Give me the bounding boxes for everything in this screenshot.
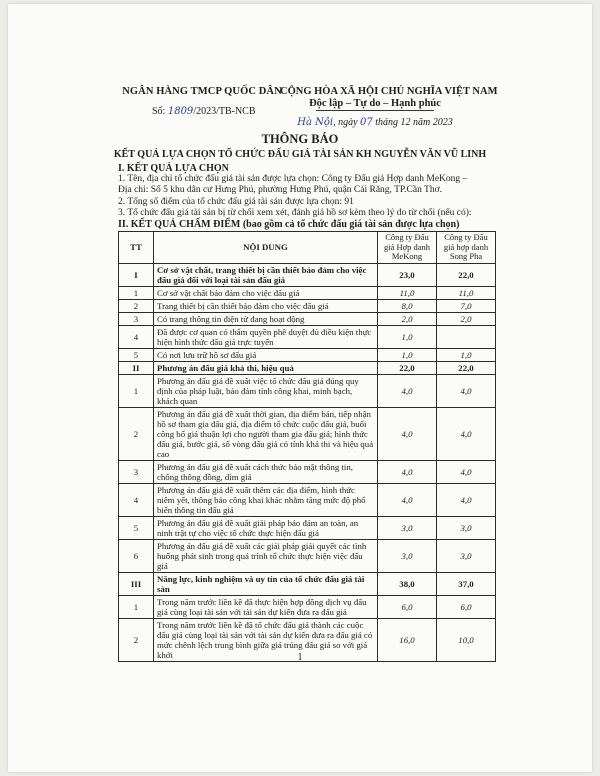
row-score-mekong: 11,0 bbox=[378, 286, 437, 299]
row-tt: III bbox=[119, 572, 154, 595]
section-1-line-4: 3. Tổ chức đấu giá tài sản bị từ chối xem xét, đánh giá hồ sơ kèm theo lý do từ chối (nếu có): bbox=[118, 207, 472, 218]
row-score-mekong: 3,0 bbox=[378, 516, 437, 539]
row-score-mekong: 4,0 bbox=[378, 483, 437, 516]
date-day-handwritten: 07 bbox=[360, 117, 373, 128]
row-score-songpha: 4,0 bbox=[437, 460, 496, 483]
row-content: Cơ sở vật chất bảo đảm cho việc đấu giá bbox=[154, 286, 378, 299]
row-tt: 5 bbox=[119, 516, 154, 539]
scoring-table bbox=[118, 231, 496, 662]
table-section-row bbox=[119, 263, 496, 286]
header-mekong: Công ty Đấu giá Hợp danh MeKong bbox=[378, 232, 437, 264]
row-tt: 6 bbox=[119, 539, 154, 572]
table-row bbox=[119, 286, 496, 299]
nation-title: CỘNG HÒA XÃ HỘI CHỦ NGHĨA VIỆT NAM bbox=[280, 86, 498, 97]
section-1-line-3: 2. Tổng số điểm của tổ chức đấu giá tài sản được lựa chọn: 91 bbox=[118, 196, 354, 207]
row-tt: 1 bbox=[119, 595, 154, 618]
row-tt: 5 bbox=[119, 348, 154, 361]
row-content: Trong năm trước liền kề đã thực hiện hợp đồng dịch vụ đấu giá cùng loại tài sản với tài sản dự kiến đưa ra đấu giá bbox=[154, 595, 378, 618]
row-score-mekong: 6,0 bbox=[378, 595, 437, 618]
row-content: Cơ sở vật chất, trang thiết bị cần thiết bảo đảm cho việc đấu giá đối với loại tài sản đấu giá bbox=[154, 263, 378, 286]
row-score-songpha: 3,0 bbox=[437, 539, 496, 572]
header-songpha: Công ty Đấu giá hợp danh Song Pha bbox=[437, 232, 496, 264]
row-content: Phương án đấu giá đề xuất các giải pháp giải quyết các tình huống phát sinh trong quá trình tổ chức thực hiện việc đấu giá bbox=[154, 539, 378, 572]
header-content: NỘI DUNG bbox=[154, 232, 378, 264]
row-score-songpha: 3,0 bbox=[437, 516, 496, 539]
document-subtitle: KẾT QUẢ LỰA CHỌN TỔ CHỨC ĐẤU GIÁ TÀI SẢN KH NGUYỄN VĂN VŨ LINH bbox=[113, 149, 487, 160]
table-row bbox=[119, 374, 496, 407]
table-row bbox=[119, 325, 496, 348]
section-1-heading: I. KẾT QUẢ LỰA CHỌN bbox=[118, 163, 229, 174]
row-content: Phương án đấu giá đề xuất giải pháp bảo đảm an toàn, an ninh trật tự cho việc tổ chức thực hiện đấu giá bbox=[154, 516, 378, 539]
motto: Độc lập – Tự do – Hạnh phúc bbox=[309, 98, 441, 109]
national-header bbox=[280, 86, 498, 128]
row-tt: II bbox=[119, 361, 154, 374]
row-score-mekong: 22,0 bbox=[378, 361, 437, 374]
row-tt: 4 bbox=[119, 325, 154, 348]
row-content: Trong năm trước liền kề đã tổ chức đấu giá thành các cuộc đấu giá cùng loại tài sản với tài sản dự kiến đưa ra đấu giá có mức chênh lệch trung bình giữa giá trúng đấu giá so với giá khởi bbox=[154, 618, 378, 661]
table-row bbox=[119, 407, 496, 460]
row-content: Phương án đấu giá khả thi, hiệu quả bbox=[154, 361, 378, 374]
row-score-songpha: 2,0 bbox=[437, 312, 496, 325]
row-content: Có nơi lưu trữ hồ sơ đấu giá bbox=[154, 348, 378, 361]
row-content: Năng lực, kinh nghiệm và uy tín của tổ chức đấu giá tài sản bbox=[154, 572, 378, 595]
row-score-songpha: 22,0 bbox=[437, 263, 496, 286]
row-score-mekong: 1,0 bbox=[378, 348, 437, 361]
row-score-songpha: 4,0 bbox=[437, 407, 496, 460]
row-score-mekong: 2,0 bbox=[378, 312, 437, 325]
issue-date bbox=[280, 117, 470, 128]
row-content: Trang thiết bị cần thiết bảo đảm cho việc đấu giá bbox=[154, 299, 378, 312]
table-row bbox=[119, 299, 496, 312]
row-tt: 1 bbox=[119, 286, 154, 299]
row-content: Phương án đấu giá đề xuất thời gian, địa điểm bán, tiếp nhận hồ sơ tham gia đấu giá, địa điểm tổ chức cuộc đấu giá, buổi công bố giá thuận lợi cho người tham gia đấu giá; hình thức đấu giá, bước giá, số vòng đấu giá có tính khả thi và hiệu quả cao bbox=[154, 407, 378, 460]
row-score-mekong: 1,0 bbox=[378, 325, 437, 348]
row-tt: 1 bbox=[119, 374, 154, 407]
header-tt: TT bbox=[119, 232, 154, 264]
row-score-songpha: 4,0 bbox=[437, 483, 496, 516]
row-content: Phương án đấu giá đề xuất thêm các địa điểm, hình thức niêm yết, thông báo công khai khác nhằm tăng mức độ phổ biến thông tin đấu giá bbox=[154, 483, 378, 516]
motto-underline bbox=[316, 110, 434, 111]
section-2-heading: II. KẾT QUẢ CHẤM ĐIỂM (bao gồm cả tổ chức đấu giá tài sản được lựa chọn) bbox=[118, 219, 460, 231]
row-score-songpha: 7,0 bbox=[437, 299, 496, 312]
row-tt: 2 bbox=[119, 299, 154, 312]
row-score-mekong: 23,0 bbox=[378, 263, 437, 286]
row-score-songpha: 1,0 bbox=[437, 348, 496, 361]
row-score-mekong: 4,0 bbox=[378, 407, 437, 460]
row-tt: 2 bbox=[119, 407, 154, 460]
issuer-block bbox=[122, 86, 282, 117]
table-row bbox=[119, 483, 496, 516]
document-title: THÔNG BÁO bbox=[261, 132, 339, 146]
table-section-row bbox=[119, 361, 496, 374]
row-score-songpha: 10,0 bbox=[437, 618, 496, 661]
row-content: Có trang thông tin điện tử đang hoạt động bbox=[154, 312, 378, 325]
row-score-mekong: 38,0 bbox=[378, 572, 437, 595]
row-score-mekong: 3,0 bbox=[378, 539, 437, 572]
document-page bbox=[8, 4, 592, 772]
row-tt: 3 bbox=[119, 460, 154, 483]
row-tt: I bbox=[119, 263, 154, 286]
table-row bbox=[119, 460, 496, 483]
table-header-row bbox=[119, 232, 496, 264]
section-selection-result bbox=[118, 163, 488, 230]
table-row bbox=[119, 312, 496, 325]
document-number bbox=[122, 106, 282, 117]
bank-name: NGÂN HÀNG TMCP QUỐC DÂN bbox=[122, 86, 282, 97]
page-number: 1 bbox=[297, 652, 303, 663]
row-score-songpha: 11,0 bbox=[437, 286, 496, 299]
row-score-mekong: 4,0 bbox=[378, 460, 437, 483]
row-content: Phương án đấu giá đề xuất cách thức bảo mật thông tin, chống thông đồng, dìm giá bbox=[154, 460, 378, 483]
row-score-mekong: 8,0 bbox=[378, 299, 437, 312]
row-score-songpha: 22,0 bbox=[437, 361, 496, 374]
row-score-songpha: 37,0 bbox=[437, 572, 496, 595]
row-score-mekong: 4,0 bbox=[378, 374, 437, 407]
date-place-handwritten: Hà Nội bbox=[297, 117, 334, 128]
table-row bbox=[119, 348, 496, 361]
row-score-mekong: 16,0 bbox=[378, 618, 437, 661]
row-score-songpha bbox=[437, 325, 496, 348]
row-score-songpha: 4,0 bbox=[437, 374, 496, 407]
row-content: Đã được cơ quan có thẩm quyền phê duyệt đủ điều kiện thực hiện hình thức đấu giá trực tuyến bbox=[154, 325, 378, 348]
doc-number-handwritten: 1809 bbox=[167, 106, 194, 117]
date-month-year: tháng 12 năm 2023 bbox=[375, 117, 453, 128]
section-1-line-1: 1. Tên, địa chỉ tổ chức đấu giá tài sản được lựa chọn: Công ty Đấu giá Hợp danh MeKong – bbox=[118, 174, 468, 185]
doc-number-prefix: Số: bbox=[152, 106, 166, 117]
row-score-songpha: 6,0 bbox=[437, 595, 496, 618]
table-row bbox=[119, 539, 496, 572]
table-row bbox=[119, 595, 496, 618]
date-day-prefix: , ngày bbox=[333, 117, 358, 128]
row-tt: 2 bbox=[119, 618, 154, 661]
row-content: Phương án đấu giá đề xuất việc tổ chức đấu giá đúng quy định của pháp luật, bảo đảm tính công khai, minh bạch, khách quan bbox=[154, 374, 378, 407]
table-section-row bbox=[119, 572, 496, 595]
table-body bbox=[119, 263, 496, 661]
doc-number-suffix: /2023/TB-NCB bbox=[193, 106, 256, 117]
table-row bbox=[119, 516, 496, 539]
row-tt: 3 bbox=[119, 312, 154, 325]
row-tt: 4 bbox=[119, 483, 154, 516]
section-1-line-2: Địa chỉ: Số 5 khu dân cư Hưng Phú, phường Hưng Phú, quận Cái Răng, TP.Cần Thơ. bbox=[118, 185, 442, 196]
